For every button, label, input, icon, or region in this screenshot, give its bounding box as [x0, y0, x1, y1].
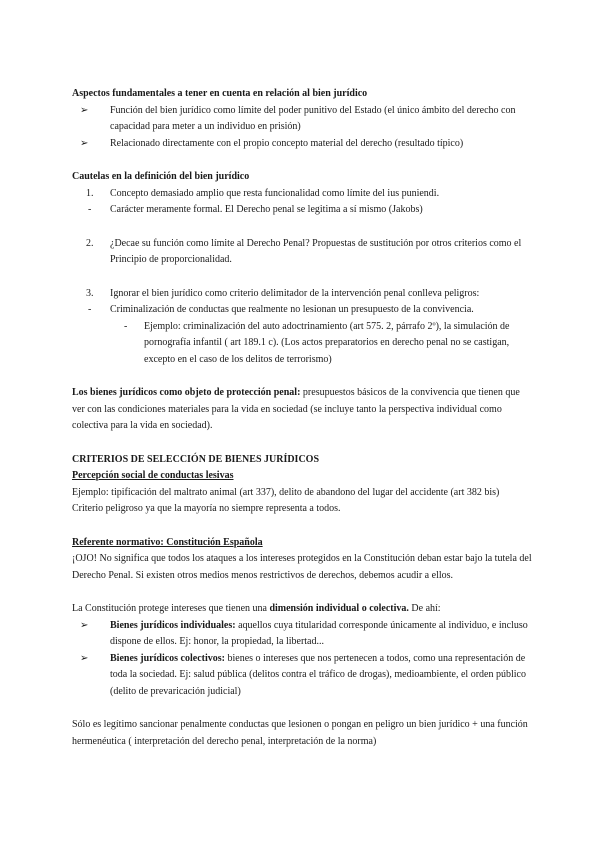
- item-text: Criminalización de conductas que realmente no lesionan un presupuesto de la convivencia.: [110, 304, 474, 315]
- dash-marker: -: [88, 204, 92, 215]
- item-text: ¿Decae su función como límite al Derecho Penal? Propuestas de sustitución por otros criterios como el Principio de proporcionalidad.: [110, 237, 522, 265]
- arrow-bullet-icon: ➢: [80, 137, 89, 149]
- text-run: De ahí:: [408, 603, 441, 614]
- dash-marker: -: [88, 304, 92, 315]
- number-marker: 2.: [86, 237, 94, 249]
- section-heading-cautelas: Cautelas en la definición del bien jurídico: [72, 171, 250, 182]
- text-run: bienes o intereses que nos pertenecen a todos, como una representación de toda la sociedad. Ej: salud pública (delitos contra el tráfico de drogas), medioambiente, el orden público (delito de prevaricación judicial): [110, 652, 526, 697]
- item-text: Concepto demasiado amplio que resta funcionalidad como límite del ius puniendi.: [110, 187, 440, 199]
- list-item: [72, 103, 532, 136]
- list-item: [72, 302, 532, 319]
- subheading-percepcion: Percepción social de conductas lesivas: [72, 470, 234, 481]
- list-item: [72, 136, 532, 153]
- paragraph-final: Sólo es legítimo sancionar penalmente conductas que lesionen o pongan en peligro un bien jurídico + una función hermenéutica ( interpretación del derecho penal, interpretación de la norma): [72, 719, 528, 747]
- document-page: [72, 86, 532, 750]
- paragraph-ojo: ¡OJO! No significa que todos los ataques a los intereses protegidos en la Constitución deban estar bajo la tutela del Derecho Penal. Si existen otros medios menos restrictivos de derechos, debemos acudir a ellos.: [72, 553, 532, 581]
- dash-marker: -: [124, 320, 128, 332]
- bullet-text: Función del bien jurídico como límite del poder punitivo del Estado (el único ámbito del derecho con capacidad para meter a un individuo en prisión): [110, 104, 516, 132]
- arrow-bullet-icon: ➢: [80, 104, 89, 116]
- list-item: [72, 186, 532, 203]
- arrow-bullet-icon: ➢: [80, 652, 89, 664]
- text-run: aquellos cuya titularidad corresponde únicamente al individuo, e incluso dispone de ellos. Ej: honor, la propiedad, la libertad...: [110, 619, 528, 647]
- paragraph-text: presupuestos básicos de la convivencia que tienen que ver con las condiciones materiales para la vida en sociedad (se incluye tanto la perspectiva individual como colectiva para la vida en sociedad).: [72, 387, 520, 431]
- text-run: La Constitución protege intereses que tienen una: [72, 603, 270, 614]
- paragraph-percepcion: Ejemplo: tipificación del maltrato animal (art 337), delito de abandono del lugar del accidente (art 382 bis) Criterio peligroso ya que la mayoría no siempre representa a todos.: [72, 486, 500, 514]
- list-item: [72, 202, 532, 219]
- list-item: [72, 651, 532, 701]
- arrow-bullet-icon: ➢: [80, 619, 89, 631]
- item-text: Ejemplo: criminalización del auto adoctrinamiento (art 575. 2, párrafo 2º), la simulación de pornografía infantil ( art 189.1 c). (Los actos preparatorios en derecho penal no se castigan, excepto en el caso de los delitos de terrorismo): [144, 320, 510, 365]
- subheading-referente: Referente normativo: Constitución Española: [72, 536, 263, 548]
- bold-lead: Los bienes jurídicos como objeto de protección penal:: [72, 387, 301, 398]
- bullet-text: [110, 653, 526, 697]
- bullet-text: Relacionado directamente con el propio concepto material del derecho (resultado típico): [110, 137, 464, 149]
- paragraph-constitucion: [72, 601, 532, 618]
- item-text: Ignorar el bien jurídico como criterio delimitador de la intervención penal conlleva peligros:: [110, 287, 480, 299]
- list-item: [72, 236, 532, 269]
- list-item: [72, 618, 532, 651]
- bold-run: Bienes jurídicos colectivos:: [110, 652, 225, 664]
- item-text: Carácter meramente formal. El Derecho penal se legitima a sí mismo (Jakobs): [110, 204, 423, 215]
- number-marker: 3.: [86, 287, 94, 299]
- list-item: [72, 319, 532, 369]
- paragraph-objeto-proteccion: [72, 385, 532, 435]
- bullet-text: [110, 620, 528, 648]
- section-heading-criterios: CRITERIOS DE SELECCIÓN DE BIENES JURÍDICOS: [72, 453, 320, 465]
- list-item: [72, 286, 532, 303]
- bold-run: dimensión individual o colectiva.: [269, 603, 409, 614]
- number-marker: 1.: [86, 187, 94, 199]
- section-heading-aspectos: Aspectos fundamentales a tener en cuenta en relación al bien jurídico: [72, 88, 368, 99]
- bold-run: Bienes jurídicos individuales:: [110, 619, 236, 631]
